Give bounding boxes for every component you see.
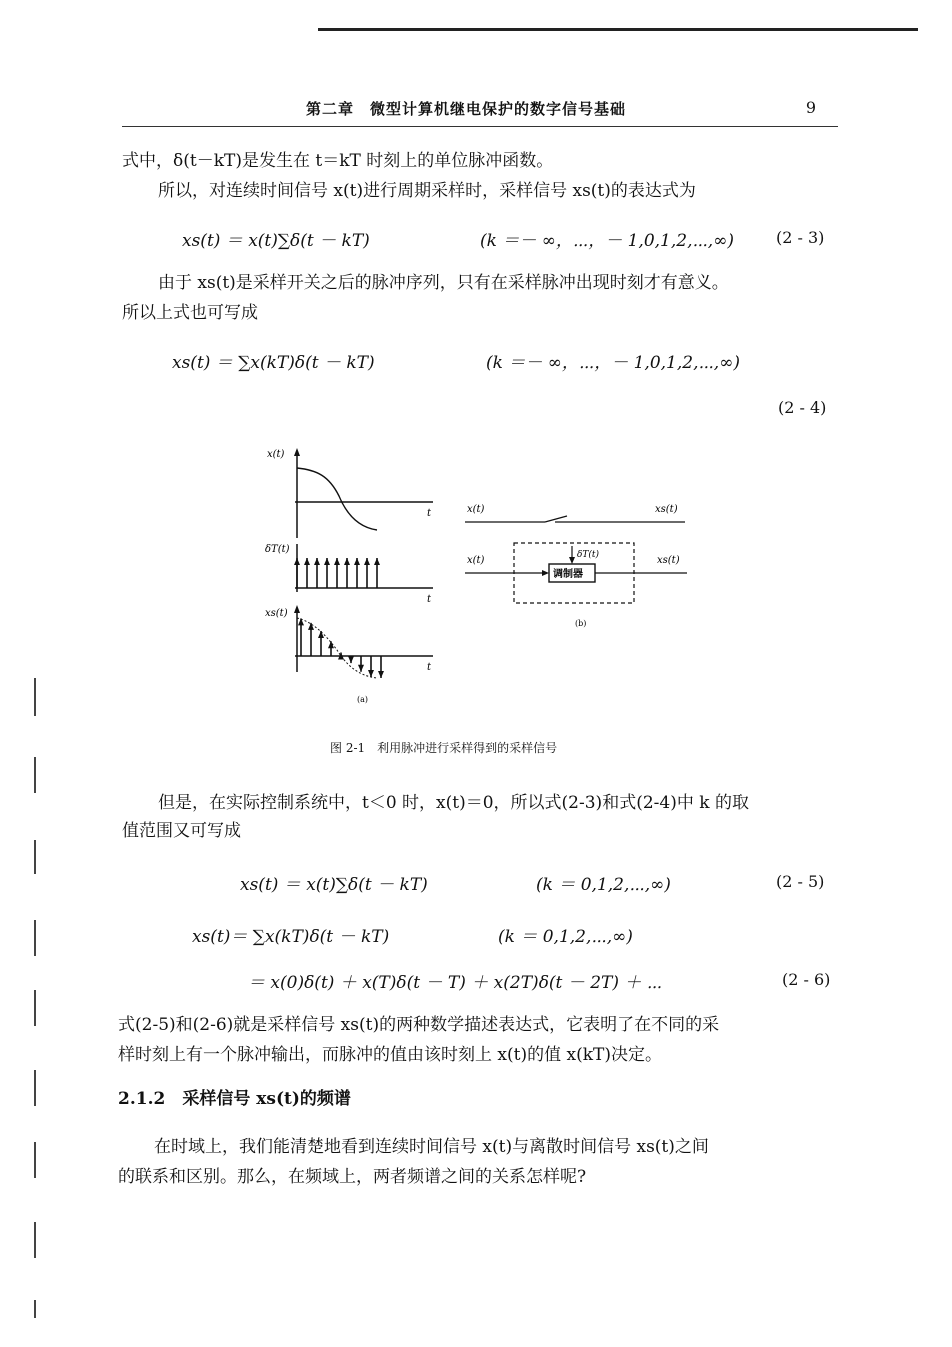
arrow-up-icon <box>364 558 370 565</box>
arrow-up-icon <box>308 623 314 630</box>
equation-number: (2 - 6) <box>782 970 831 989</box>
equation-2-6b: ＝ x(0)δ(t) ＋ x(T)δ(t － T) ＋ x(2T)δ(t － 2T) ＋ ⋯ <box>248 973 663 993</box>
paragraph-line: 所以上式也可写成 <box>122 303 258 323</box>
paragraph-line: 在时域上，我们能清楚地看到连续时间信号 x(t)与离散时间信号 xs(t)之间 <box>154 1137 709 1157</box>
section-heading: 2.1.2 采样信号 xs(t)的频谱 <box>118 1089 351 1109</box>
equation-number: (2 - 4) <box>778 398 827 417</box>
equation-2-5: xs(t) ＝ x(t)∑δ(t － kT) <box>240 875 428 895</box>
arrow-up-icon <box>354 558 360 565</box>
equation-2-6a-range: (k ＝ 0,1,2,⋯,∞) <box>498 927 633 947</box>
impulse-arrows <box>294 558 380 588</box>
equation-2-4-range: (k ＝－ ∞，⋯，－ 1,0,1,2,⋯,∞) <box>486 353 740 373</box>
figure-caption: 图 2-1 利用脉冲进行采样得到的采样信号 <box>330 741 558 755</box>
arrow-down-icon <box>368 670 374 677</box>
equation-2-3: xs(t) ＝ x(t)∑δ(t － kT) <box>182 231 370 251</box>
arrow-up-icon <box>294 448 300 456</box>
plot-continuous-signal <box>267 448 433 538</box>
arrow-up-icon <box>314 558 320 565</box>
pulse-label: δT(t) <box>577 550 600 560</box>
arrow-up-icon <box>294 605 300 613</box>
scan-mark <box>34 757 36 793</box>
paragraph-line: 所以，对连续时间信号 x(t)进行周期采样时，采样信号 xs(t)的表达式为 <box>158 181 696 201</box>
arrow-up-icon <box>294 558 300 565</box>
plot-impulse-train <box>265 544 433 605</box>
scan-mark <box>34 678 36 716</box>
scan-mark <box>34 1070 36 1106</box>
top-rule <box>318 28 918 31</box>
page-number: 9 <box>805 98 816 117</box>
running-header <box>122 96 838 127</box>
paragraph-line: 式(2-5)和(2-6)就是采样信号 xs(t)的两种数学描述表达式，它表明了在不同的采 <box>118 1015 720 1035</box>
arrow-down-icon <box>348 656 354 663</box>
modulator-output-label: xs(t) <box>657 555 680 566</box>
scan-mark <box>34 840 36 874</box>
signal-curve <box>297 468 377 530</box>
envelope-curve <box>297 618 377 678</box>
modulator-input-label: x(t) <box>467 555 485 566</box>
axis-label: δT(t) <box>265 544 290 555</box>
switch-input-label: x(t) <box>467 504 485 515</box>
switch-output-label: xs(t) <box>655 504 678 515</box>
arrow-down-icon <box>569 557 575 564</box>
arrow-right-icon <box>542 570 549 576</box>
switch-blade <box>545 516 567 522</box>
arrow-up-icon <box>304 558 310 565</box>
subfigure-label: (b) <box>575 619 587 628</box>
arrow-down-icon <box>378 671 384 678</box>
paragraph-line: 但是，在实际控制系统中，t＜0 时，x(t)＝0，所以式(2-3)和式(2-4)中 k 的取 <box>158 793 749 813</box>
arrow-up-icon <box>374 558 380 565</box>
arrow-up-icon <box>324 558 330 565</box>
chapter-title: 第二章 微型计算机继电保护的数字信号基础 <box>306 100 627 118</box>
scan-mark <box>34 1300 36 1318</box>
arrow-up-icon <box>334 558 340 565</box>
equation-2-5-range: (k ＝ 0,1,2,⋯,∞) <box>536 875 671 895</box>
figure-2-1 <box>255 440 705 710</box>
axis-label: x(t) <box>267 449 285 460</box>
modulator-label: 调制器 <box>553 569 583 580</box>
subfigure-label: (a) <box>357 695 369 704</box>
scan-mark <box>34 990 36 1026</box>
modulator-diagram <box>465 543 687 628</box>
paragraph-line: 式中，δ(t－kT)是发生在 t＝kT 时刻上的单位脉冲函数。 <box>122 151 554 171</box>
scan-mark <box>34 920 36 956</box>
axis-label: t <box>427 662 432 673</box>
scan-mark <box>34 1222 36 1258</box>
arrow-up-icon <box>298 618 304 625</box>
axis-label: t <box>427 594 432 605</box>
arrow-down-icon <box>358 665 364 672</box>
paragraph-line: 样时刻上有一个脉冲输出，而脉冲的值由该时刻上 x(t)的值 x(kT)决定。 <box>118 1045 662 1065</box>
axis-label: xs(t) <box>265 608 288 619</box>
equation-number: (2 - 3) <box>776 228 825 247</box>
sampling-switch-diagram <box>465 504 685 522</box>
axis-label: t <box>427 508 432 519</box>
paragraph-line: 值范围又可写成 <box>122 821 241 841</box>
paragraph-line: 的联系和区别。那么，在频域上，两者频谱之间的关系怎样呢? <box>118 1167 587 1187</box>
scan-mark <box>34 1142 36 1178</box>
arrow-up-icon <box>318 631 324 638</box>
arrow-up-icon <box>344 558 350 565</box>
plot-sampled-signal <box>265 605 433 704</box>
equation-number: (2 - 5) <box>776 872 825 891</box>
equation-2-4: xs(t) ＝ ∑x(kT)δ(t － kT) <box>172 353 375 373</box>
sample-arrows <box>298 618 384 678</box>
paragraph-line: 由于 xs(t)是采样开关之后的脉冲序列，只有在采样脉冲出现时刻才有意义。 <box>158 273 729 293</box>
equation-2-3-range: (k ＝－ ∞，⋯，－ 1,0,1,2,⋯,∞) <box>480 231 734 251</box>
equation-2-6a: xs(t)＝ ∑x(kT)δ(t － kT) <box>192 927 390 947</box>
